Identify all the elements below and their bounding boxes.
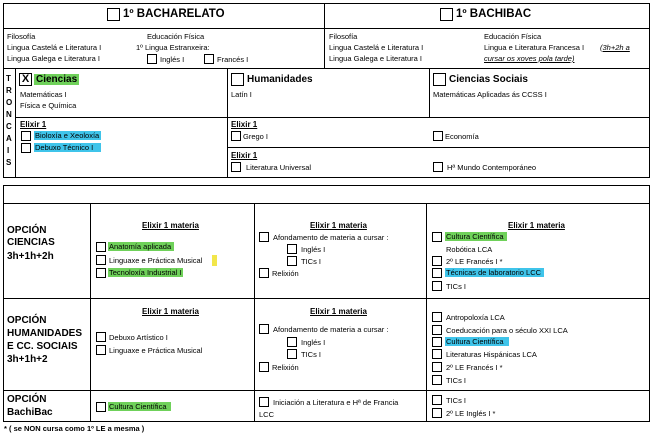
side-letter: I [7,146,10,155]
antropoloxia-label: Antropoloxía LCA [446,313,505,322]
side-letter: N [6,110,12,119]
option-label: BachiBac [7,407,53,418]
linguaxe-musical-checkbox[interactable] [96,345,106,355]
option-label: 3h+1h+2h [7,251,54,262]
ingles-afond-label: Inglés I [301,245,326,254]
tics-label: TICs I [446,282,466,291]
tics-afond-checkbox[interactable] [287,349,297,359]
tics-afond-checkbox[interactable] [287,256,297,266]
afondamento-checkbox[interactable] [259,232,269,242]
side-letter: S [6,158,12,167]
elixir-materia-title: Elixir 1 materia [142,307,199,316]
footnote: * ( se NON cursa como 1º LE a mesma ) [4,424,145,433]
side-letter: C [6,122,12,131]
tics-label: TICs I [446,396,466,405]
bachibac-subject: Lingua e Literatura Francesa I [484,43,585,52]
literaturas-hispanicas-checkbox[interactable] [432,349,442,359]
iniciacion-literatura-label: Iniciación a Literatura e Hª de Francia [273,398,399,407]
bachibac-subject: Educación Física [484,32,542,41]
bachibac-note: cursar os xoves pola tarde) [484,54,575,63]
literaturas-hispanicas-label: Literaturas Hispánicas LCA [446,350,537,359]
debuxo-tecnico-label: Debuxo Técnico I [34,143,101,152]
relixion-label: Relixión [272,363,299,372]
cultura-cientifica-label: Cultura Científica [445,337,509,346]
ciencias-checkbox[interactable]: X [19,73,32,86]
tecnicas-laboratorio-checkbox[interactable] [432,268,442,278]
bach-subject: 1º Lingua Estranxeira: [136,43,210,52]
bacharelato-title: 1º BACHARELATO [123,8,225,20]
side-letter: O [6,98,13,107]
bach-subject: Educación Física [147,32,205,41]
cultura-cientifica-checkbox[interactable] [432,232,442,242]
option-label: 3h+1h+2 [7,354,48,365]
tecnoloxia-checkbox[interactable] [96,268,106,278]
sociais-subject: Matemáticas Aplicadas ás CCSS I [433,90,547,99]
grego-label: Grego I [243,132,269,141]
option-label: E CC. SOCIAIS [7,341,78,352]
coeducacion-checkbox[interactable] [432,325,442,335]
bachibac-subject: Filosofía [329,32,358,41]
mundo-contemporaneo-checkbox[interactable] [433,162,443,172]
humanidades-title: Humanidades [247,74,313,85]
afondamento-label: Afondamento de materia a cursar : [273,233,389,242]
bioloxia-label: Bioloxía e Xeoloxía [35,131,100,140]
ingles-afond-label: Inglés I [301,338,326,347]
debuxo-tecnico-checkbox[interactable] [21,143,31,153]
frances-le-checkbox[interactable] [432,362,442,372]
ciencias-subject: Matemáticas I [20,90,67,99]
elixir-materia-title: Elixir 1 materia [508,221,565,230]
humanidades-checkbox[interactable] [231,73,244,86]
option-label: HUMANIDADES [7,328,82,339]
debuxo-artistico-checkbox[interactable] [96,332,106,342]
frances-label: Francés I [217,55,249,64]
frances-le-label: 2º LE Francés I * [446,363,503,372]
tics-label: TICs I [446,376,466,385]
afondamento-checkbox[interactable] [259,324,269,334]
tics-afond-label: TICs I [301,350,321,359]
literatura-universal-label: Literatura Universal [246,163,312,172]
ciencias-subject: Física e Química [20,101,77,110]
bachibac-checkbox[interactable] [440,8,453,21]
elixir-title: Elixir 1 [20,120,47,129]
linguaxe-musical-label: Linguaxe e Práctica Musical [109,256,203,265]
frances-checkbox[interactable] [204,54,214,64]
afondamento-label: Afondamento de materia a cursar : [273,325,389,334]
tics-checkbox[interactable] [432,395,442,405]
bachibac-subject: Lingua Castelá e Literatura I [329,43,424,52]
economia-checkbox[interactable] [433,131,443,141]
ingles-afond-checkbox[interactable] [287,244,297,254]
bach-subject: Filosofía [7,32,36,41]
grego-checkbox[interactable] [231,131,241,141]
elixir-title: Elixir 1 [231,120,258,129]
cultura-cientifica-checkbox[interactable] [432,337,442,347]
side-letter: A [6,134,12,143]
bach-subject: Lingua Galega e Literatura I [7,54,100,63]
robotica-label: Robótica LCA [446,245,493,254]
elixir-materia-title: Elixir 1 materia [310,307,367,316]
cultura-cientifica-label: Cultura Científica [445,232,507,241]
option-label: OPCIÓN [7,315,47,326]
frances-le-checkbox[interactable] [432,256,442,266]
option-label: CIENCIAS [7,237,55,248]
bachibac-title: 1º BACHIBAC [456,8,532,20]
relixion-label: Relixión [272,269,299,278]
tics-checkbox[interactable] [432,375,442,385]
bachibac-subject: Lingua Galega e Literatura I [329,54,422,63]
ciencias-title: Ciencias [36,74,78,85]
frances-le-label: 2º LE Francés I * [446,257,503,266]
debuxo-artistico-label: Debuxo Artístico I [109,333,168,342]
ingles-checkbox[interactable] [147,54,157,64]
yellow-mark [212,255,217,266]
elixir-materia-title: Elixir 1 materia [310,221,367,230]
ingles-label: Inglés I [160,55,185,64]
bach-subject: Lingua Castelá e Literatura I [7,43,102,52]
economia-label: Economía [445,132,479,141]
bioloxia-checkbox[interactable] [21,131,31,141]
side-letter: T [6,74,11,83]
side-letter: R [6,86,12,95]
tics-checkbox[interactable] [432,281,442,291]
literatura-universal-checkbox[interactable] [231,162,241,172]
iniciacion-literatura-label: LCC [259,410,275,419]
linguaxe-musical-checkbox[interactable] [96,255,106,265]
bacharelato-checkbox[interactable] [107,8,120,21]
tecnoloxia-label: Tecnoloxía Industrial I [109,268,182,277]
mundo-contemporaneo-label: Hª Mundo Contemporáneo [447,163,537,172]
option-label: OPCIÓN [7,225,47,236]
anatomia-label: Anatomía aplicada [108,242,174,251]
tecnicas-laboratorio-label: Técnicas de laboratorio LCC [445,268,544,277]
sociais-title: Ciencias Sociais [449,74,528,85]
sociais-checkbox[interactable] [433,73,446,86]
relixion-checkbox[interactable] [259,362,269,372]
linguaxe-musical-label: Linguaxe e Práctica Musical [109,346,203,355]
coeducacion-label: Coeducación para o século XXI LCA [446,326,568,335]
option-label: OPCIÓN [7,394,47,405]
antropoloxia-checkbox[interactable] [432,312,442,322]
ingles-afond-checkbox[interactable] [287,337,297,347]
cultura-cientifica-label: Cultura Científica [108,402,171,411]
relixion-checkbox[interactable] [259,268,269,278]
humanidades-subject: Latín I [231,90,252,99]
tics-afond-label: TICs I [301,257,321,266]
ingles-le-checkbox[interactable] [432,408,442,418]
bachibac-note: (3h+2h a [600,43,630,52]
elixir-materia-title: Elixir 1 materia [142,221,199,230]
elixir-title: Elixir 1 [231,151,258,160]
anatomia-checkbox[interactable] [96,242,106,252]
cultura-cientifica-checkbox[interactable] [96,402,106,412]
ingles-le-label: 2º LE Inglés I * [446,409,496,418]
iniciacion-literatura-checkbox[interactable] [259,397,269,407]
